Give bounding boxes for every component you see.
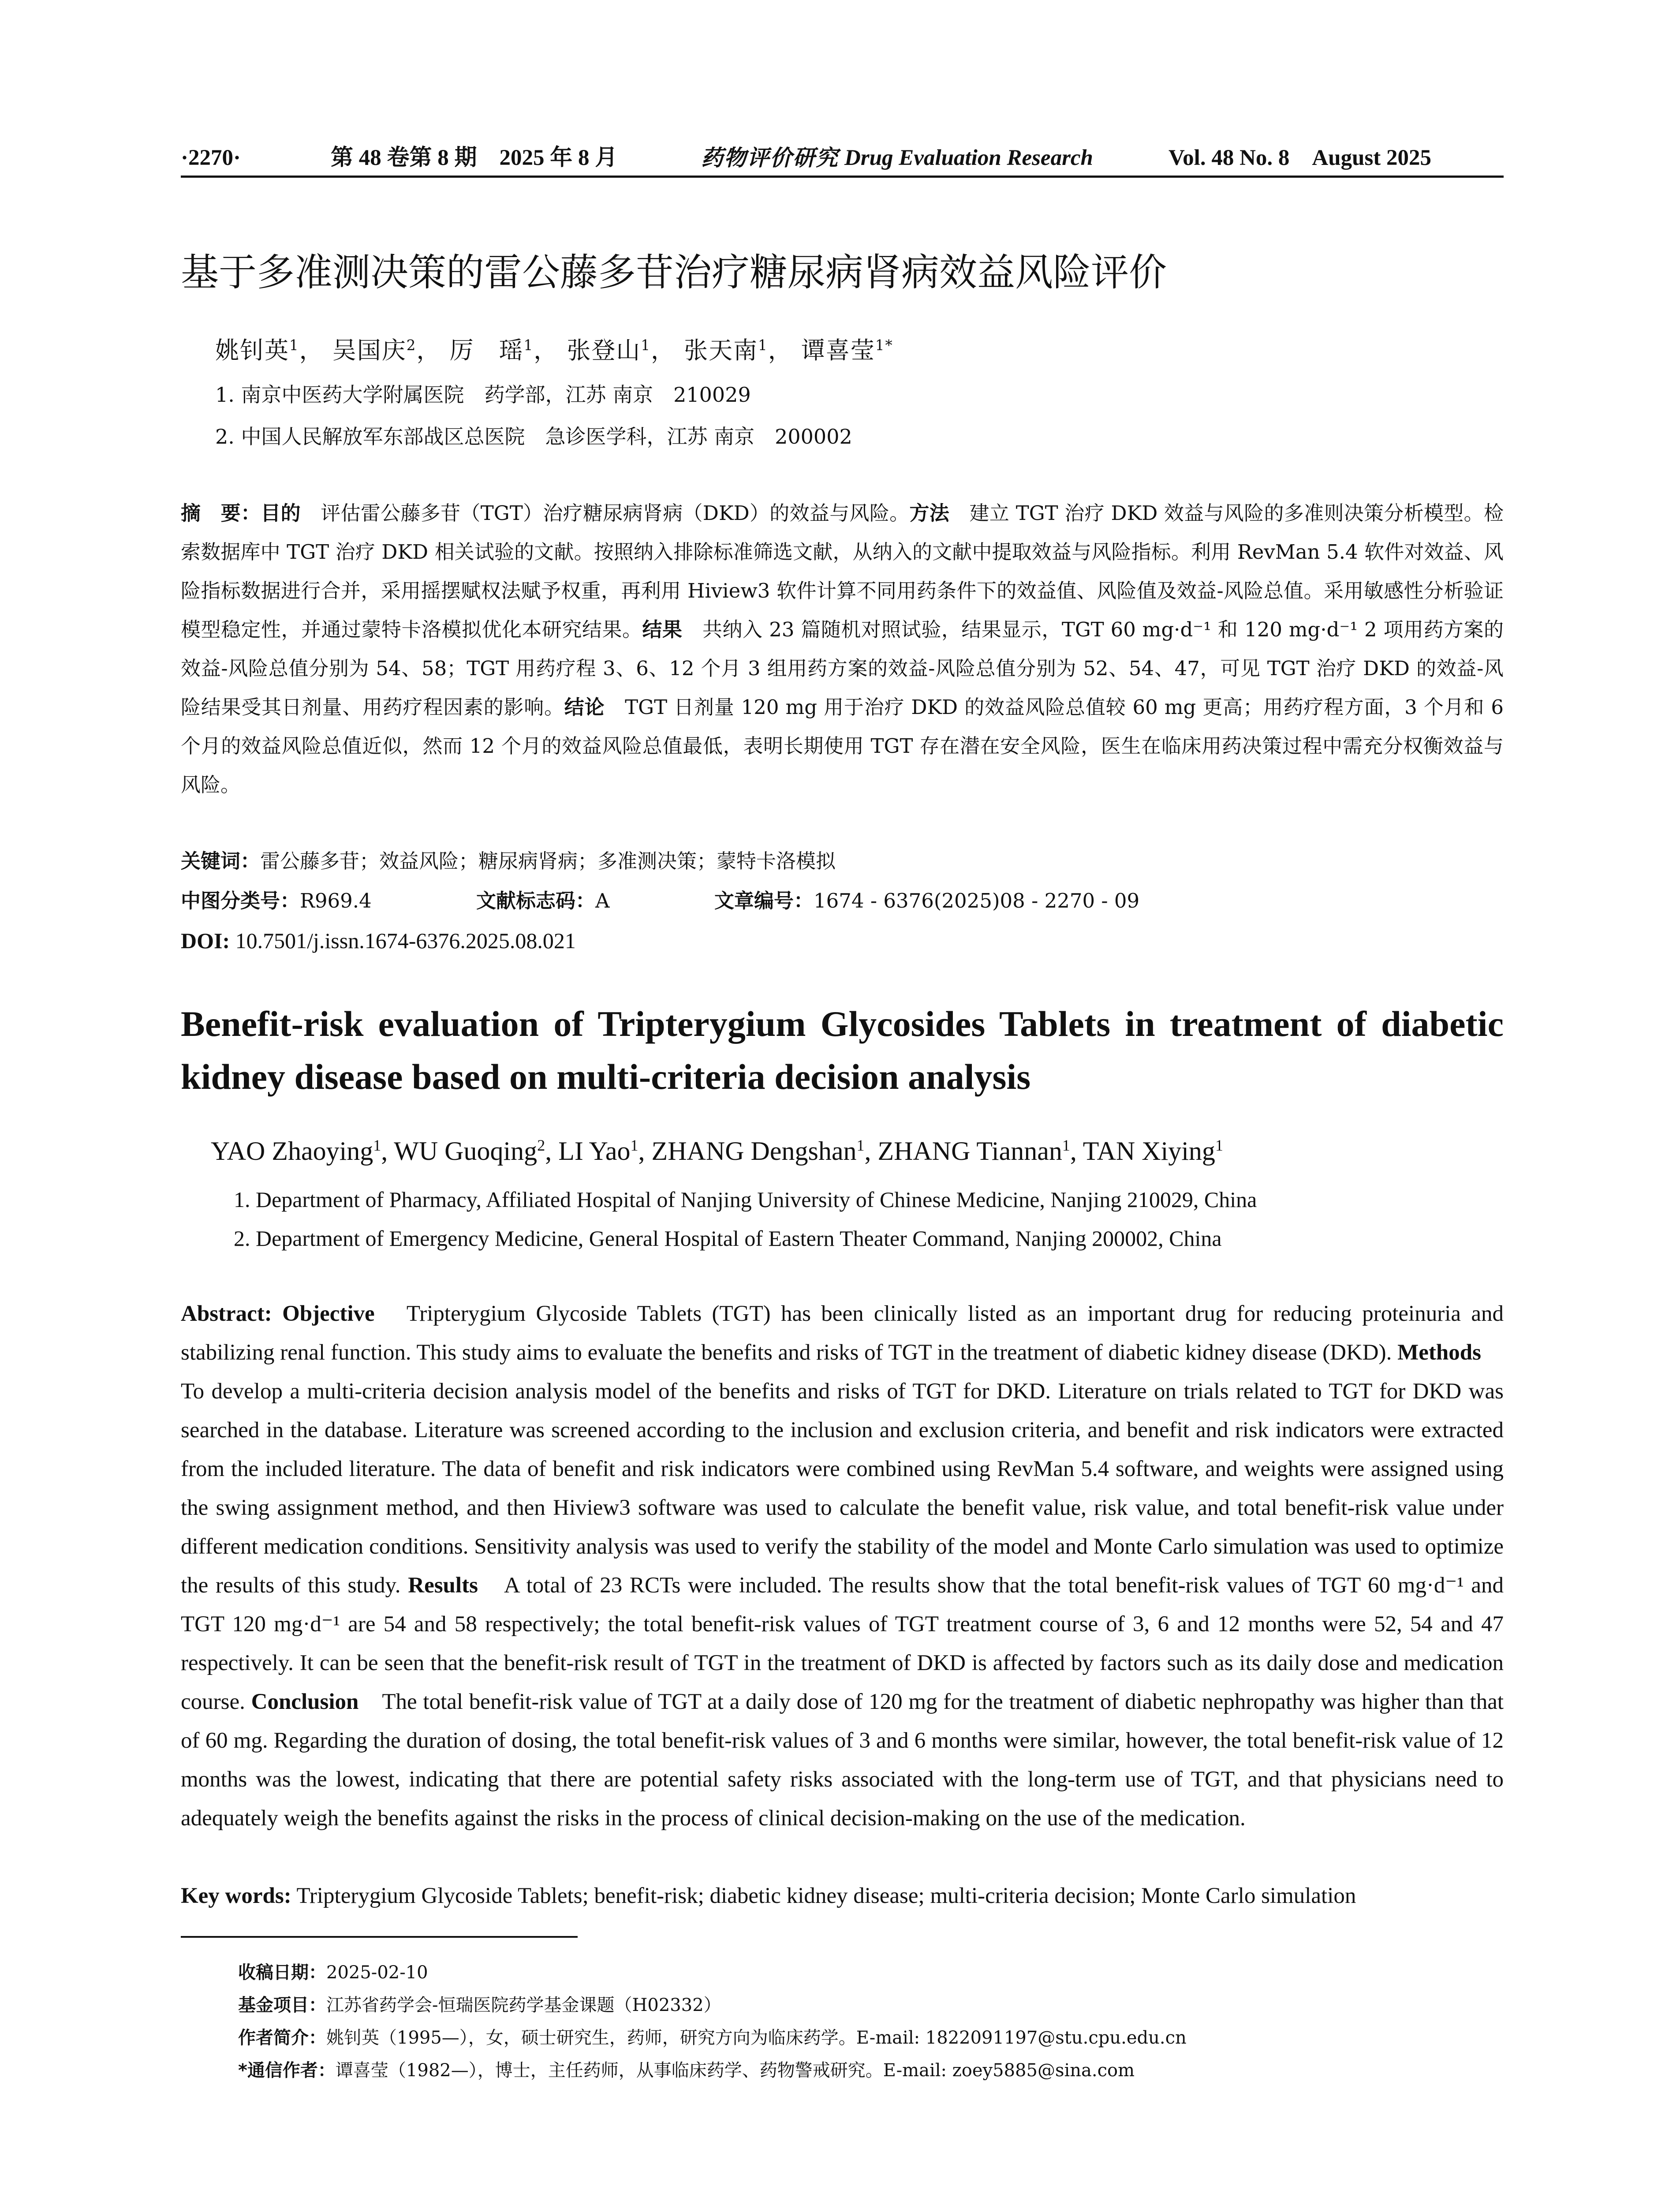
author-name: YAO Zhaoying xyxy=(211,1136,373,1166)
abstract-label: 摘 要： xyxy=(181,501,261,525)
document-code xyxy=(476,886,610,916)
results-text: 共纳入 23 篇随机对照试验，结果显示，TGT 60 mg·d⁻¹ 和 120 mg·d⁻¹ 2 项用药方案的效益-风险总值分别为 54、58；TGT 用药疗程 3、6、12 个月 3 组用药方案的效益-风险总值分别为 52、54、47，可见 TGT 治疗 DKD 的效益-风险结果受其日剂量、用药疗程因素的影响。 xyxy=(181,618,1504,719)
abstract-english xyxy=(181,1294,1504,1838)
doi-line xyxy=(181,925,1504,956)
authors-english: YAO Zhaoying$^1$, WU Guoqing$^2$, LI Yao$^1$, ZHANG Dengshan$^1$, ZHANG Tiannan$^1$, TAN Xiying$^1$ xyxy=(211,1136,1223,1166)
clc-label: 中图分类号： xyxy=(181,889,300,912)
author-name: WU Guoqing xyxy=(394,1136,538,1166)
author-affiliation-mark: 2 xyxy=(537,1136,545,1154)
affiliation-en-1: 1. Department of Pharmacy, Affiliated Hospital of Nanjing University of Chinese Medicine, Nanjing 210029, China xyxy=(234,1187,1257,1212)
keywords-label: Key words: xyxy=(181,1884,291,1908)
footnote-text: 2025-02-10 xyxy=(326,1962,428,1983)
page-number: ·2270· xyxy=(181,146,241,170)
footnote-text: 谭喜莹（1982—），博士，主任药师，从事临床药学、药物警戒研究。E-mail: zoey5885@sina.com xyxy=(335,2060,1135,2081)
abstract-objective-label: Abstract: Objective xyxy=(181,1301,375,1326)
running-header xyxy=(181,140,1504,178)
methods-label: Methods xyxy=(1397,1340,1481,1365)
footnote-divider xyxy=(181,1936,578,1938)
article-number xyxy=(714,886,1139,916)
author-affiliation-mark: 1 xyxy=(289,337,299,354)
methods-text: 建立 TGT 治疗 DKD 效益与风险的多准则决策分析模型。检索数据库中 TGT 治疗 DKD 相关试验的文献。按照纳入排除标准筛选文献，从纳入的文献中提取效益与风险指标。利用 RevMan 5.4 软件对效益、风险指标数据进行合并，采用摇摆赋权法赋予权重，再利用 Hiview3 软件计算不同用药条件下的效益值、风险值及效益-风险总值。采用敏感性分析验证模型稳定性，并通过蒙特卡洛模拟优化本研究结果。 xyxy=(181,501,1504,641)
doc-value: A xyxy=(595,889,610,912)
author-affiliation-mark: 1 xyxy=(523,337,534,354)
conclusion-label: 结论 xyxy=(564,695,605,719)
results-label: 结果 xyxy=(642,618,683,641)
author-affiliation-mark: 1* xyxy=(875,337,893,354)
author-affiliation-mark: 1 xyxy=(630,1136,638,1154)
author-name: 厉 瑶 xyxy=(449,336,524,364)
results-text: A total of 23 RCTs were included. The results show that the total benefit-risk values of TGT 60 mg·d⁻¹ and TGT 120 mg·d⁻¹ are 54 and 58 respectively; the total benefit-risk values of TGT treatment course of 3, 6 and 12 months were 52, 54 and 47 respectively. It can be seen that the benefit-risk result of TGT in the treatment of DKD is affected by factors such as its daily dose and medication course. xyxy=(181,1573,1504,1714)
objective-label: 目的 xyxy=(261,501,301,525)
footnote-label: 作者简介： xyxy=(238,2028,326,2048)
footnote-label: *通信作者： xyxy=(238,2060,336,2081)
footnote-received xyxy=(238,1957,1499,1988)
objective-text: 评估雷公藤多苷（TGT）治疗糖尿病肾病（DKD）的效益与风险。 xyxy=(300,501,910,525)
author-name: LI Yao xyxy=(558,1136,631,1166)
methods-text: To develop a multi-criteria decision analysis model of the benefits and risks of TGT for DKD. Literature on trials related to TGT for DKD was searched in the database. Literature was screened according to the inclusion and exclusion criteria, and benefit and risk indicators were extracted from the included literature. The data of benefit and risk indicators were combined using RevMan 5.4 software, and weights were assigned using the swing assignment method, and then Hiview3 software was used to calculate the benefit value, risk value, and total benefit-risk value under different medication conditions. Sensitivity analysis was used to verify the stability of the model and Monte Carlo simulation was used to optimize the results of this study. xyxy=(181,1340,1504,1598)
doc-label: 文献标志码： xyxy=(476,889,596,912)
article-label: 文章编号： xyxy=(714,889,814,912)
affiliation-cn-1: 1. 南京中医药大学附属医院 药学部，江苏 南京 210029 xyxy=(215,383,751,407)
abstract-chinese xyxy=(181,494,1504,804)
keywords-label: 关键词： xyxy=(181,849,261,873)
article-value: 1674 - 6376(2025)08 - 2270 - 09 xyxy=(814,889,1140,912)
objective-text: Tripterygium Glycoside Tablets (TGT) has been clinically listed as an important drug for reducing proteinuria and stabilizing renal function. This study aims to evaluate the benefits and risks of TGT in the treatment of diabetic kidney disease (DKD). xyxy=(181,1301,1504,1365)
keywords-text: 雷公藤多苷；效益风险；糖尿病肾病；多准测决策；蒙特卡洛模拟 xyxy=(260,849,836,873)
issue-info-en: Vol. 48 No. 8 August 2025 xyxy=(1169,146,1432,170)
footnote-label: 基金项目： xyxy=(238,1995,326,2015)
journal-name: Drug Evaluation Research xyxy=(844,146,1093,170)
doi-label: DOI: xyxy=(181,928,230,953)
author-affiliation-mark: 1 xyxy=(373,1136,381,1154)
conclusion-text: TGT 日剂量 120 mg 用于治疗 DKD 的效益风险总值较 60 mg 更高；用药疗程方面，3 个月和 6 个月的效益风险总值近似，然而 12 个月的效益风险总值最低，表明长期使用 TGT 存在潜在安全风险，医生在临床用药决策过程中需充分权衡效益与风险。 xyxy=(181,695,1504,796)
authors-chinese: 姚钊英$^1$， 吴国庆$^2$， 厉 瑶$^1$， 张登山$^1$， 张天南$^1$， 谭喜莹$^{1*}$ xyxy=(215,336,893,364)
clc-value: R969.4 xyxy=(300,889,372,912)
author-name: 张天南 xyxy=(684,336,758,364)
footnote-text: 江苏省药学会-恒瑞医院药学基金课题（H02332） xyxy=(326,1995,721,2015)
footnote-label: 收稿日期： xyxy=(238,1962,326,1983)
conclusion-text: The total benefit-risk value of TGT at a daily dose of 120 mg for the treatment of diabetic nephropathy was higher than that of 60 mg. Regarding the duration of dosing, the total benefit-risk values of 3 and 6 months were similar, however, the total benefit-risk value of 12 months was the lowest, indicating that there are potential safety risks associated with the long-term use of TGT, and that physicians need to adequately weigh the benefits against the risks in the process of clinical decision-making on the use of the medication. xyxy=(181,1689,1504,1831)
footnote-funding xyxy=(238,1990,1499,2021)
author-name: ZHANG Dengshan xyxy=(651,1136,857,1166)
author-affiliation-mark: 1 xyxy=(1062,1136,1070,1154)
author-name: 吴国庆 xyxy=(332,336,407,364)
author-affiliation-mark: 1 xyxy=(1215,1136,1223,1154)
footnote-corresponding-author xyxy=(238,2055,1499,2086)
footnote-text: 姚钊英（1995—），女，硕士研究生，药师，研究方向为临床药学。E-mail: 1822091197@stu.cpu.edu.cn xyxy=(326,2028,1187,2048)
conclusion-label: Conclusion xyxy=(251,1689,359,1714)
author-name: 姚钊英 xyxy=(215,336,289,364)
title-english: Benefit-risk evaluation of Tripterygium Glycosides Tablets in treatment of diabetic kidney disease based on multi-criteria decision analysis xyxy=(181,1004,1504,1097)
author-name: 谭喜莹 xyxy=(801,336,875,364)
author-name: 张登山 xyxy=(567,336,641,364)
clc-number xyxy=(181,886,372,916)
author-affiliation-mark: 1 xyxy=(758,337,768,354)
author-affiliation-mark: 1 xyxy=(856,1136,865,1154)
keywords-chinese xyxy=(181,846,1504,877)
affiliation-en-2: 2. Department of Emergency Medicine, General Hospital of Eastern Theater Command, Nanjing 200002, China xyxy=(234,1226,1222,1251)
keywords-text: Tripterygium Glycoside Tablets; benefit-risk; diabetic kidney disease; multi-criteria decision; Monte Carlo simulation xyxy=(291,1884,1356,1908)
title-chinese: 基于多准测决策的雷公藤多苷治疗糖尿病肾病效益风险评价 xyxy=(181,250,1167,295)
journal-logo: 药物评价研究 xyxy=(701,145,839,171)
author-affiliation-mark: 1 xyxy=(641,337,651,354)
results-label: Results xyxy=(408,1573,478,1598)
affiliation-cn-2: 2. 中国人民解放军东部战区总医院 急诊医学科，江苏 南京 200002 xyxy=(215,425,852,448)
author-name: ZHANG Tiannan xyxy=(877,1136,1062,1166)
author-name: TAN Xiying xyxy=(1083,1136,1215,1166)
keywords-english xyxy=(181,1876,1504,1915)
footnote-author-bio xyxy=(238,2022,1499,2053)
issue-info-cn: 第 48 卷第 8 期 2025 年 8 月 xyxy=(331,146,618,170)
methods-label: 方法 xyxy=(909,501,950,525)
author-affiliation-mark: 2 xyxy=(406,337,417,354)
doi-link[interactable]: 10.7501/j.issn.1674-6376.2025.08.021 xyxy=(230,928,576,953)
